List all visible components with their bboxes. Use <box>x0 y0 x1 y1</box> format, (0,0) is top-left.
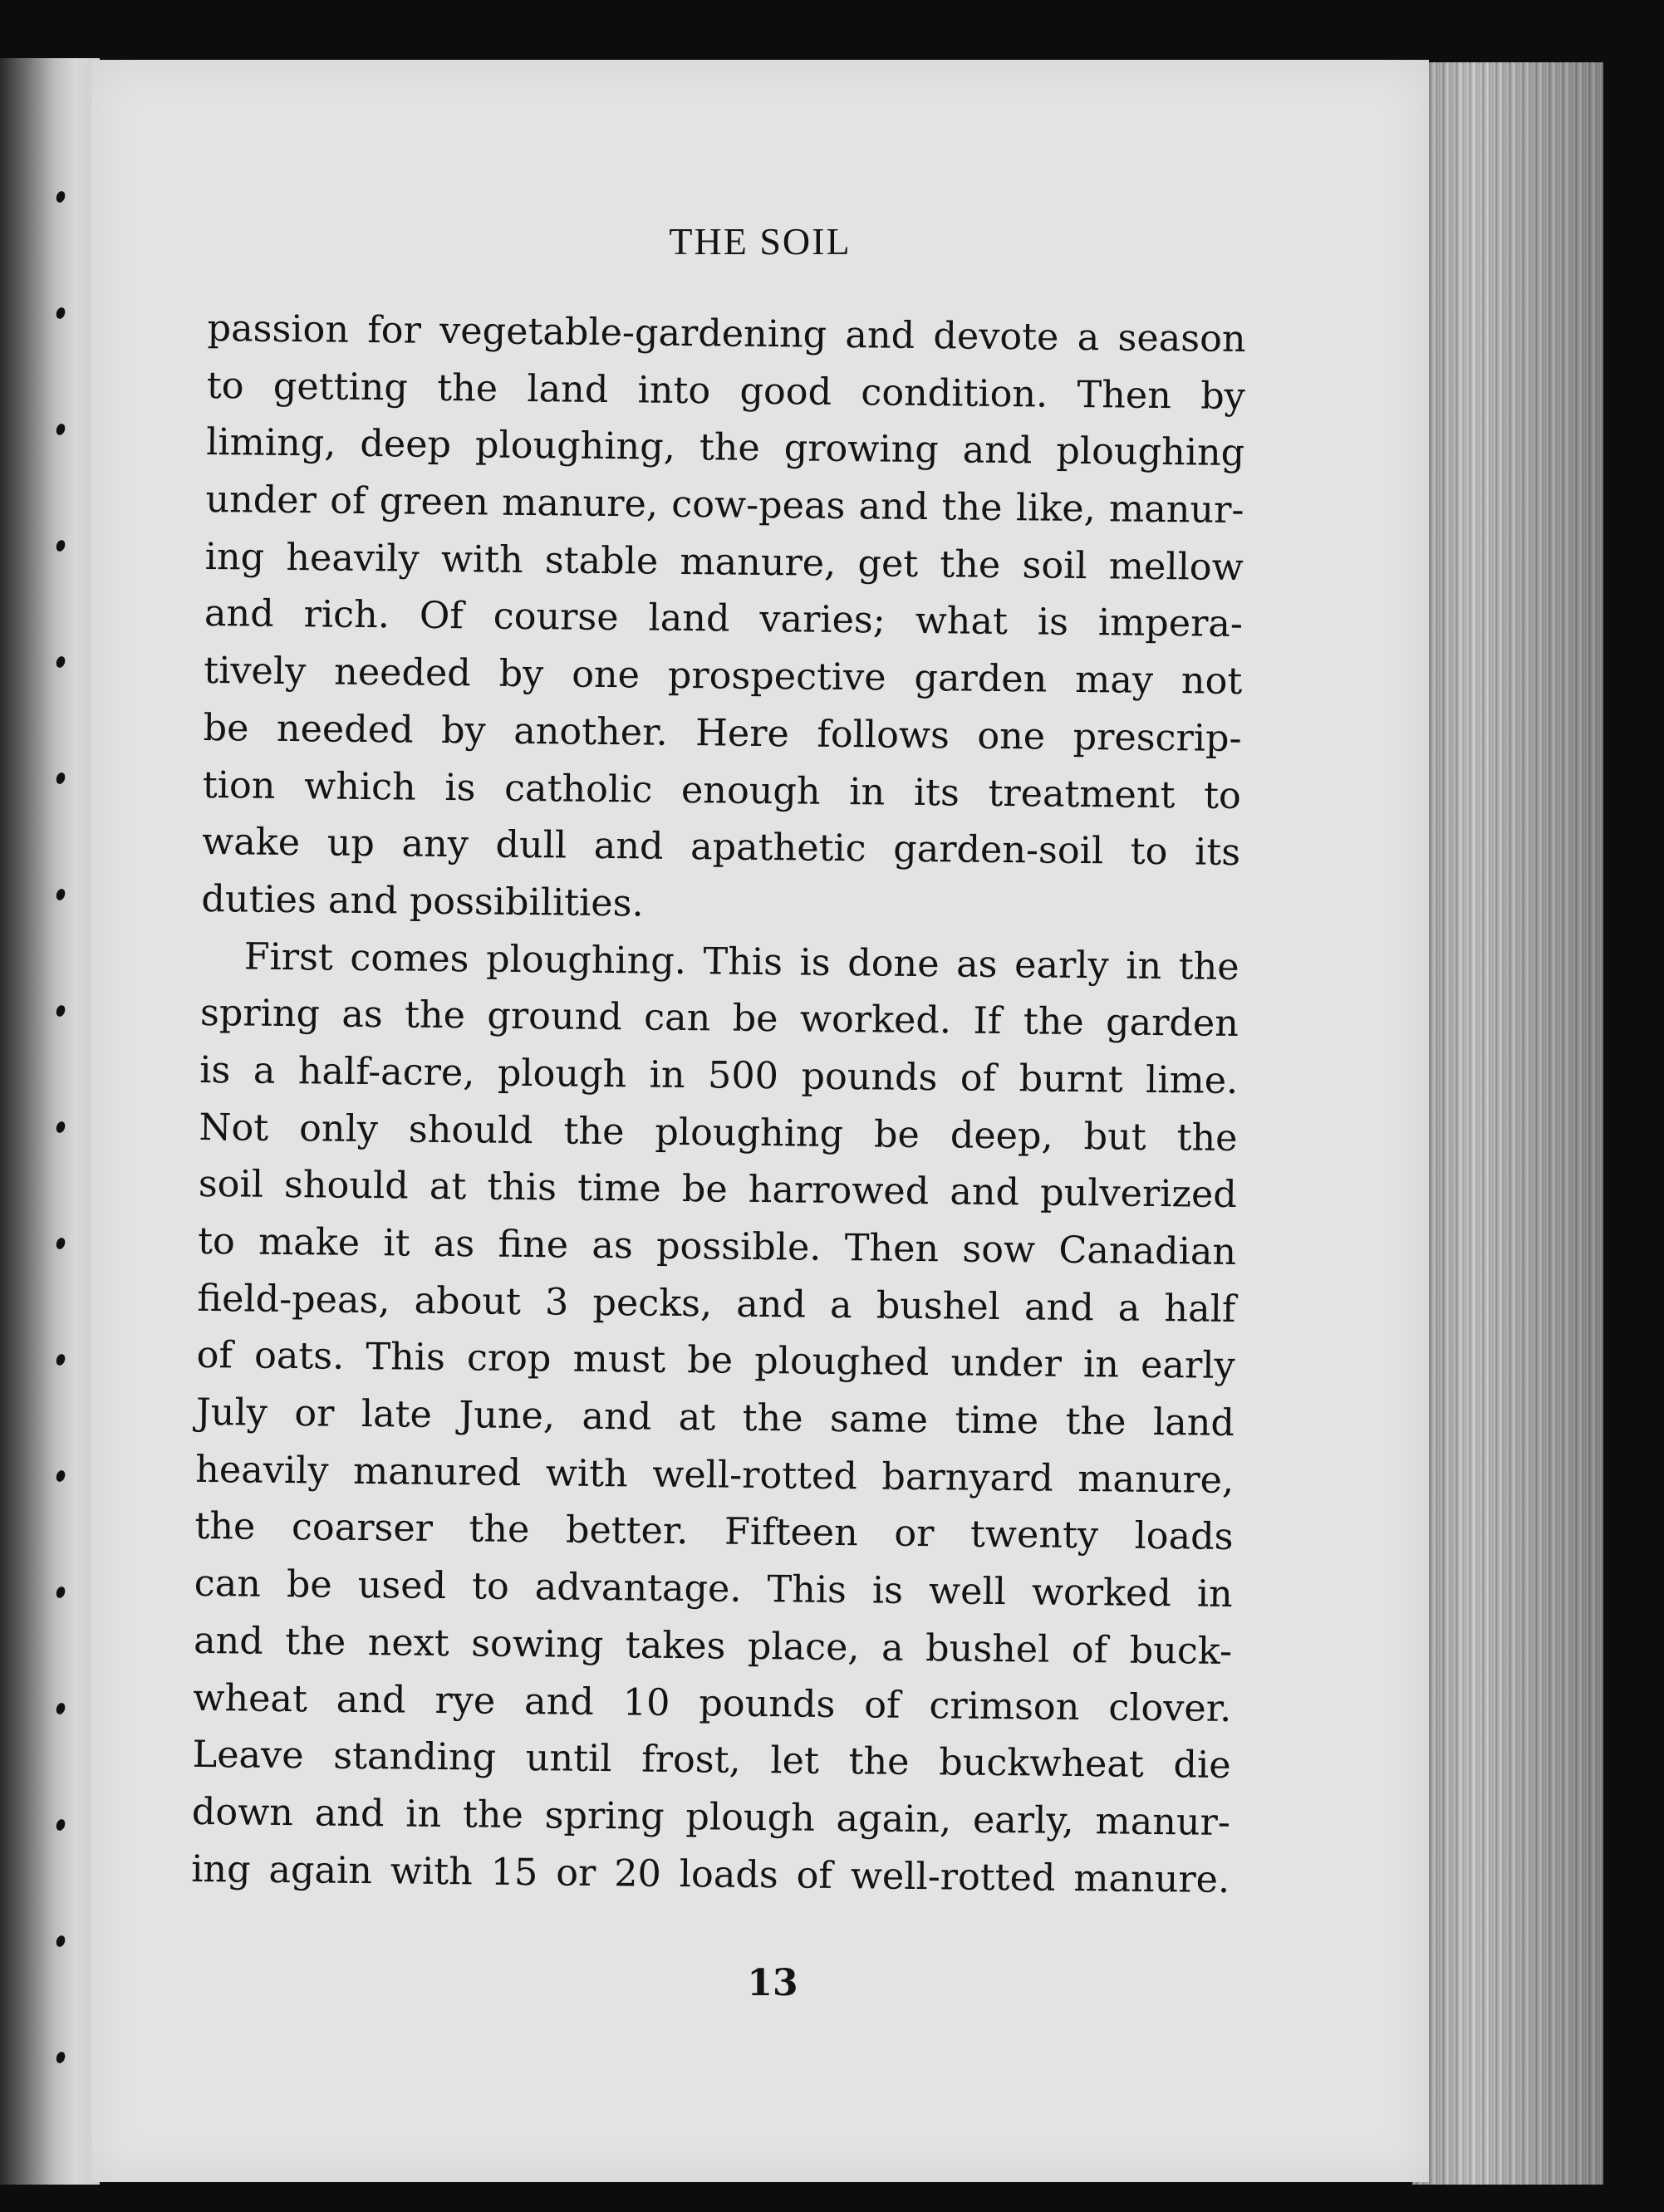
edge-mark <box>55 1121 66 1135</box>
edge-mark <box>55 307 66 321</box>
edge-mark <box>55 655 66 669</box>
edge-mark <box>55 772 66 786</box>
text-line: and the next sowing takes place, a bushel of buck- <box>193 1619 1233 1673</box>
text-line: the coarser the better. Fifteen or twenty loads <box>194 1505 1234 1559</box>
edge-mark <box>55 1004 66 1018</box>
text-line: spring as the ground can be worked. If the garden <box>199 992 1239 1046</box>
edge-mark <box>55 539 66 553</box>
page-block-shading <box>1412 62 1603 2185</box>
edge-mark <box>55 190 66 204</box>
text-line: down and in the spring plough again, early, manur- <box>191 1790 1231 1844</box>
edge-mark <box>55 1237 66 1251</box>
text-line: Leave standing until frost, let the buckwheat die <box>192 1734 1231 1788</box>
edge-mark <box>55 888 66 902</box>
text-line: Not only should the ploughing be deep, but the <box>199 1106 1238 1160</box>
text-line: is a half-acre, plough in 500 pounds of burnt lime. <box>199 1048 1239 1102</box>
text-line: under of green manure, cow-peas and the like, manur- <box>205 478 1244 532</box>
text-line: to make it as fine as possible. Then sow Canadian <box>197 1219 1237 1274</box>
text-line: of oats. This crop must be ploughed under in early <box>196 1334 1235 1388</box>
text-line: liming, deep ploughing, the growing and ploughing <box>205 421 1245 475</box>
running-head: THE SOIL <box>669 220 852 262</box>
page-block-edge <box>1412 62 1603 2185</box>
edge-mark <box>55 2051 66 2065</box>
text-line: tively needed by one prospective garden may not <box>204 650 1243 704</box>
edge-mark <box>55 1935 66 1949</box>
edge-mark <box>55 1353 66 1367</box>
book-page <box>91 60 1429 2182</box>
text-line: field-peas, about 3 pecks, and a bushel and a half <box>197 1277 1236 1331</box>
text-line: can be used to advantage. This is well worked in <box>194 1562 1234 1616</box>
text-line: wheat and rye and 10 pounds of crimson clover. <box>193 1676 1232 1730</box>
text-line: First comes ploughing. This is done as early in the <box>243 935 1239 988</box>
edge-mark <box>55 423 66 437</box>
edge-mark <box>55 1818 66 1832</box>
previous-page-edge <box>0 58 100 2185</box>
text-line: duties and possibilities. <box>201 877 644 925</box>
body-text <box>191 301 1246 1909</box>
edge-mark <box>55 1586 66 1600</box>
text-line: tion which is catholic enough in its treatment to <box>202 763 1242 817</box>
text-line: to getting the land into good condition. Then by <box>206 364 1246 418</box>
text-line: ing heavily with stable manure, get the soil mellow <box>204 535 1244 589</box>
text-line: be needed by another. Here follows one prescrip- <box>203 706 1242 760</box>
text-line: heavily manured with well-rotted barnyard manure, <box>194 1448 1235 1502</box>
text-line: July or late June, and at the same time the land <box>195 1390 1235 1445</box>
text-line: soil should at this time be harrowed and pulverized <box>198 1163 1238 1217</box>
text-line: and rich. Of course land varies; what is impera- <box>204 592 1244 646</box>
page-number: 13 <box>747 1962 798 2004</box>
text-line: passion for vegetable-gardening and devote a season <box>207 307 1246 361</box>
edge-mark <box>55 1469 66 1484</box>
text-line: ing again with 15 or 20 loads of well-rotted manure. <box>190 1847 1230 1901</box>
text-line: wake up any dull and apathetic garden-soil to its <box>201 821 1241 875</box>
edge-mark <box>55 1702 66 1716</box>
